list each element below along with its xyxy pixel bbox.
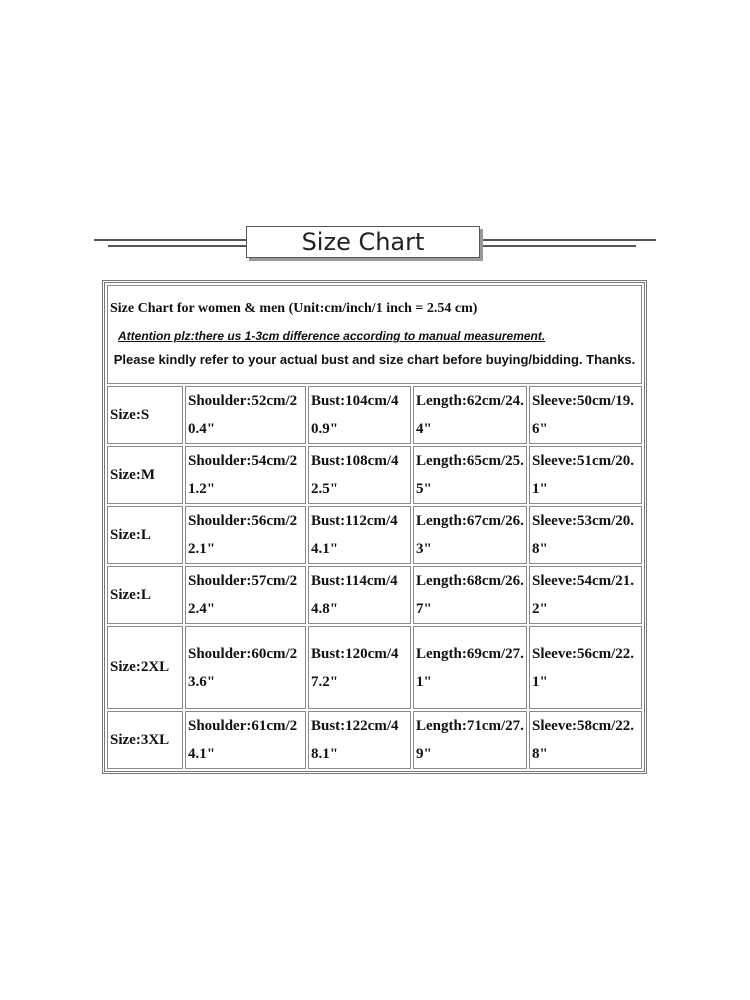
length-value: Length:69cm/27.1" [413,626,527,709]
bust-value: Bust:114cm/44.8" [308,566,411,624]
size-label: Size:L [107,566,183,624]
sleeve-value: Sleeve:53cm/20.8" [529,506,642,564]
refer-note: Please kindly refer to your actual bust and size chart before buying/bidding. Thanks. [113,351,636,367]
size-label: Size:S [107,386,183,444]
header-rule-right-top [481,239,656,241]
shoulder-value: Shoulder:60cm/23.6" [185,626,306,709]
length-value: Length:65cm/25.5" [413,446,527,504]
shoulder-value: Shoulder:61cm/24.1" [185,711,306,769]
size-label: Size:L [107,506,183,564]
length-value: Length:68cm/26.7" [413,566,527,624]
shoulder-value: Shoulder:56cm/22.1" [185,506,306,564]
table-row [107,626,642,709]
bust-value: Bust:104cm/40.9" [308,386,411,444]
sleeve-value: Sleeve:56cm/22.1" [529,626,642,709]
shoulder-value: Shoulder:54cm/21.2" [185,446,306,504]
sleeve-value: Sleeve:54cm/21.2" [529,566,642,624]
table-row [107,506,642,564]
page-title: Size Chart [246,226,480,258]
sleeve-value: Sleeve:58cm/22.8" [529,711,642,769]
header-rule-left-top [94,239,246,241]
shoulder-value: Shoulder:57cm/22.4" [185,566,306,624]
bust-value: Bust:122cm/48.1" [308,711,411,769]
size-label: Size:3XL [107,711,183,769]
shoulder-value: Shoulder:52cm/20.4" [185,386,306,444]
size-chart-header [94,226,656,260]
sleeve-value: Sleeve:50cm/19.6" [529,386,642,444]
table-row [107,386,642,444]
bust-value: Bust:112cm/44.1" [308,506,411,564]
attention-note: Attention plz:there us 1-3cm difference according to manual measurement. [118,329,546,344]
table-row [107,566,642,624]
header-rule-right-bottom [481,245,636,247]
size-label: Size:2XL [107,626,183,709]
length-value: Length:62cm/24.4" [413,386,527,444]
bust-value: Bust:120cm/47.2" [308,626,411,709]
header-rule-left-bottom [108,245,246,247]
length-value: Length:71cm/27.9" [413,711,527,769]
size-label: Size:M [107,446,183,504]
bust-value: Bust:108cm/42.5" [308,446,411,504]
table-row [107,711,642,769]
length-value: Length:67cm/26.3" [413,506,527,564]
sleeve-value: Sleeve:51cm/20.1" [529,446,642,504]
intro-cell [107,285,642,384]
table-row [107,446,642,504]
intro-row [107,285,642,384]
size-chart-table [102,280,647,774]
intro-heading: Size Chart for women & men (Unit:cm/inch/1 inch = 2.54 cm) [110,301,478,317]
